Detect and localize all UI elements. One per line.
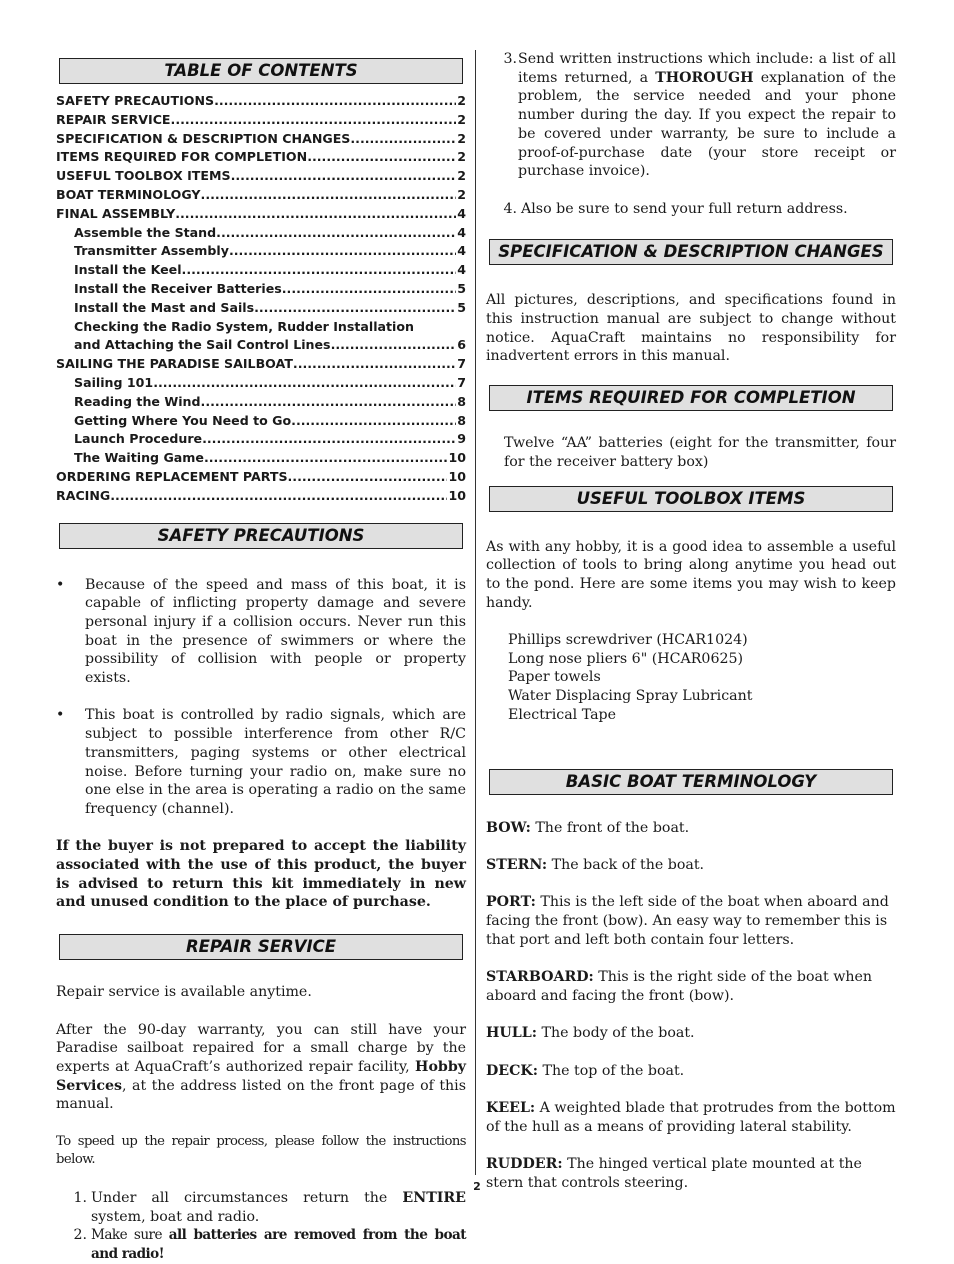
toc-entry-page: 4 xyxy=(457,262,466,278)
toc-leader-dots xyxy=(307,148,456,167)
items-required-heading: ITEMS REQUIRED FOR COMPLETION xyxy=(489,385,893,411)
toc-leader-dots xyxy=(331,336,457,355)
term-entry xyxy=(486,968,896,1005)
toc-heading: TABLE OF CONTENTS xyxy=(59,58,463,84)
toc-entry xyxy=(56,130,466,149)
toc-entry-page: 4 xyxy=(457,224,466,240)
toc-entry xyxy=(56,449,466,468)
toc-entry xyxy=(56,374,466,393)
toc-entry xyxy=(56,318,466,337)
toc-leader-dots xyxy=(201,186,457,205)
toc-leader-dots xyxy=(216,224,456,243)
toc-entry-page: 5 xyxy=(457,299,466,315)
term-definition: This is the right side of the boat when aboard and facing the front (bow). xyxy=(486,969,873,1004)
toc-entry-title: FINAL ASSEMBLY xyxy=(56,205,176,221)
repair-steps-continued xyxy=(486,50,896,218)
toc-leader-dots xyxy=(175,205,456,224)
toc-entry xyxy=(56,336,466,355)
safety-bullet xyxy=(56,706,466,818)
safety-heading: SAFETY PRECAUTIONS xyxy=(59,523,463,549)
table-of-contents xyxy=(56,92,466,506)
toc-entry-title: Transmitter Assembly xyxy=(74,243,229,259)
toc-entry-title: Reading the Wind xyxy=(74,393,201,409)
bullet-glyph: • xyxy=(56,576,65,593)
list-item: Paper towels xyxy=(508,669,601,686)
toc-leader-dots xyxy=(254,299,456,318)
left-column xyxy=(56,58,466,1264)
repair-warranty-text: After the 90-day warranty, you can still have your Paradise sailboat repaired for a small charge by the experts at AquaCraft’s authorized repair facility, Hobby Services, at the address listed on the front page of this manual. xyxy=(56,1021,466,1113)
toc-entry xyxy=(56,412,466,431)
repair-heading: REPAIR SERVICE xyxy=(59,934,463,960)
toc-entry xyxy=(56,242,466,261)
toc-entry xyxy=(56,205,466,224)
term-name: PORT: xyxy=(486,894,536,911)
toolbox-list xyxy=(486,631,896,725)
repair-intro: Repair service is available anytime. xyxy=(56,984,312,1001)
repair-steps xyxy=(56,1189,466,1264)
toc-entry-page: 7 xyxy=(457,374,466,390)
toc-leader-dots xyxy=(171,111,457,130)
toc-entry-title: Sailing 101 xyxy=(74,374,154,390)
toc-entry-page: 2 xyxy=(457,186,466,202)
term-name: HULL: xyxy=(486,1025,537,1042)
term-entry xyxy=(486,1024,896,1043)
hobby-services-name: Hobby Services xyxy=(56,1058,466,1094)
term-definition: A weighted blade that protrudes from the bottom of the hull as a means of providing lateral stability. xyxy=(486,1100,896,1135)
terminology-heading: BASIC BOAT TERMINOLOGY xyxy=(489,769,893,795)
term-entry xyxy=(486,819,896,838)
safety-bullet-text: This boat is controlled by radio signals, which are subject to possible interference from other R/C transmitters, paging systems or other electrical noise. Before turning your radio on, make sure no one else in the area is operating a radio on the same frequency (channel). xyxy=(85,707,466,817)
toc-entry xyxy=(56,355,466,374)
toc-entry-page: 2 xyxy=(457,130,466,146)
list-item: Electrical Tape xyxy=(508,706,617,723)
toc-entry xyxy=(56,487,466,506)
toc-entry xyxy=(56,111,466,130)
term-name: BOW: xyxy=(486,819,531,836)
toc-leader-dots xyxy=(291,412,456,431)
toc-entry-page: 2 xyxy=(457,168,466,184)
toolbox-intro: As with any hobby, it is a good idea to assemble a useful collection of tools to bring along anytime you head out to the pond. Here are some items you may wish to keep handy. xyxy=(486,538,896,611)
toc-leader-dots xyxy=(231,167,457,186)
toc-entry-title: RACING xyxy=(56,487,111,503)
toc-entry-title: ITEMS REQUIRED FOR COMPLETION xyxy=(56,149,308,165)
toc-leader-dots xyxy=(282,280,456,299)
toc-entry-page: 2 xyxy=(457,111,466,127)
toc-entry xyxy=(56,167,466,186)
toc-entry xyxy=(56,148,466,167)
term-definition: The hinged vertical plate mounted at the stern that controls steering. xyxy=(486,1156,862,1191)
toc-entry-title: SAILING THE PARADISE SAILBOAT xyxy=(56,356,293,372)
term-definition: The front of the boat. xyxy=(530,819,690,836)
toc-leader-dots xyxy=(204,449,448,468)
toc-entry-title: BOAT TERMINOLOGY xyxy=(56,186,201,202)
list-item: Long nose pliers 6" (HCAR0625) xyxy=(508,650,744,667)
spec-heading: SPECIFICATION & DESCRIPTION CHANGES xyxy=(489,239,893,265)
toc-entry-title: REPAIR SERVICE xyxy=(56,111,171,127)
toc-entry xyxy=(56,299,466,318)
toc-entry xyxy=(56,393,466,412)
toc-leader-dots xyxy=(214,92,456,111)
toc-entry-page: 10 xyxy=(448,450,466,466)
toc-entry xyxy=(56,186,466,205)
bullet-glyph: • xyxy=(56,707,65,724)
toc-entry-page: 10 xyxy=(448,487,466,503)
toc-entry-page: 2 xyxy=(457,93,466,108)
toc-leader-dots xyxy=(110,487,447,506)
term-definition: The body of the boat. xyxy=(536,1025,695,1042)
toc-leader-dots xyxy=(229,242,456,261)
right-column xyxy=(486,50,896,1193)
toc-leader-dots xyxy=(201,393,457,412)
term-name: STARBOARD: xyxy=(486,969,594,986)
toc-entry-page: 4 xyxy=(457,243,466,259)
term-name: DECK: xyxy=(486,1062,538,1079)
toc-entry-page: 7 xyxy=(457,356,466,372)
toc-entry-page: 9 xyxy=(457,431,466,447)
term-definition: The back of the boat. xyxy=(547,856,705,873)
list-item: 4. Also be sure to send your full return address. xyxy=(503,200,848,217)
safety-bullet-text: Because of the speed and mass of this boat, it is capable of inflicting property damage and severe personal injury if a collision occurs. Never run this boat in the presence of swimmers or where the possibility of collision with people or property exists. xyxy=(85,576,466,687)
column-divider xyxy=(475,50,476,1175)
toc-entry-title: Install the Keel xyxy=(74,262,182,278)
term-entry xyxy=(486,893,896,949)
list-item: 2. Make sure all batteries are removed from the boat and radio! xyxy=(73,1227,466,1262)
repair-instructions-intro: To speed up the repair process, please follow the instructions below. xyxy=(56,1133,466,1168)
toc-entry-title: SPECIFICATION & DESCRIPTION CHANGES xyxy=(56,130,351,146)
toc-entry-page: 4 xyxy=(457,205,466,221)
term-name: RUDDER: xyxy=(486,1156,563,1173)
toc-entry-title: Getting Where You Need to Go xyxy=(74,412,292,428)
toc-entry xyxy=(56,468,466,487)
toc-entry-title: USEFUL TOOLBOX ITEMS xyxy=(56,168,231,184)
toc-entry-page: 6 xyxy=(457,337,466,353)
list-item: Phillips screwdriver (HCAR1024) xyxy=(508,632,748,649)
term-definition: This is the left side of the boat when aboard and facing the front (bow). An easy way to remember this is that port and left both contain four letters. xyxy=(486,894,889,948)
toc-entry-title: Launch Procedure xyxy=(74,431,203,447)
toc-entry xyxy=(56,430,466,449)
terminology-list xyxy=(486,819,896,1193)
toolbox-heading: USEFUL TOOLBOX ITEMS xyxy=(489,486,893,512)
toc-leader-dots xyxy=(202,430,456,449)
list-item: 3. Send written instructions which include: a list of all items returned, a THOROUGH explanation of the problem, the service needed and your phone number during the day. If you expect the repair to be covered under warranty, be sure to include a proof-of-purchase date (your store receipt or purchase invoice). xyxy=(503,51,897,180)
toc-entry-title: ORDERING REPLACEMENT PARTS xyxy=(56,468,288,484)
toc-leader-dots xyxy=(293,355,456,374)
list-item: Water Displacing Spray Lubricant xyxy=(508,688,753,705)
toc-leader-dots xyxy=(350,130,456,149)
toc-entry-page: 10 xyxy=(448,468,466,484)
toc-entry-title: The Waiting Game xyxy=(74,450,204,466)
toc-leader-dots xyxy=(288,468,448,487)
toc-entry xyxy=(56,224,466,243)
safety-bullet xyxy=(56,576,466,688)
toc-entry-title: Install the Mast and Sails xyxy=(74,299,255,315)
toc-entry-page: 5 xyxy=(457,280,466,296)
toc-leader-dots xyxy=(182,261,457,280)
toc-entry xyxy=(56,92,466,111)
items-required-text: Twelve “AA” batteries (eight for the transmitter, four for the receiver battery box) xyxy=(504,435,896,470)
toc-entry-title: Checking the Radio System, Rudder Installation xyxy=(74,318,414,334)
liability-warning: If the buyer is not prepared to accept the liability associated with the use of this product, the buyer is advised to return this kit immediately in new and unused condition to the place of purchase. xyxy=(56,838,466,911)
toc-entry-title: Assemble the Stand xyxy=(74,224,217,240)
term-entry xyxy=(486,1099,896,1136)
toc-entry-title: and Attaching the Sail Control Lines xyxy=(74,337,331,353)
toc-entry-page: 8 xyxy=(457,412,466,428)
term-definition: The top of the boat. xyxy=(537,1062,685,1079)
term-name: STERN: xyxy=(486,856,548,873)
list-item: 1. Under all circumstances return the ENTIRE system, boat and radio. xyxy=(73,1189,466,1225)
term-entry xyxy=(486,1062,896,1081)
term-entry xyxy=(486,856,896,875)
toc-entry-page: 8 xyxy=(457,393,466,409)
toc-entry-title: SAFETY PRECAUTIONS xyxy=(56,93,215,108)
toc-entry-title: Install the Receiver Batteries xyxy=(74,280,282,296)
toc-entry xyxy=(56,280,466,299)
toc-leader-dots xyxy=(153,374,456,393)
page-number: 2 xyxy=(473,1180,481,1193)
toc-entry xyxy=(56,261,466,280)
toc-entry-page: 2 xyxy=(457,149,466,165)
term-name: KEEL: xyxy=(486,1100,536,1116)
spec-text: All pictures, descriptions, and specifications found in this instruction manual are subject to change without notice. AquaCraft maintains no responsibility for inadvertent errors in this manual. xyxy=(486,292,896,365)
